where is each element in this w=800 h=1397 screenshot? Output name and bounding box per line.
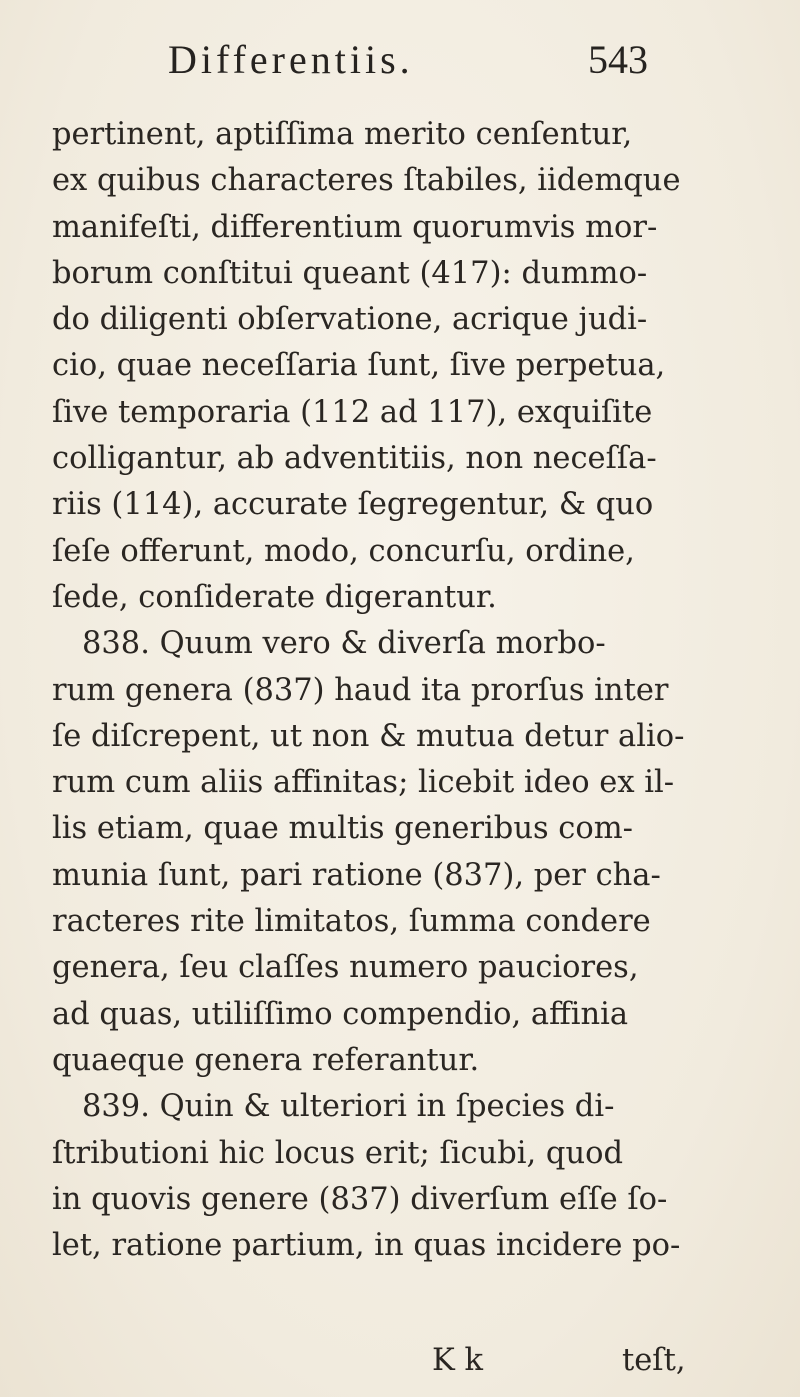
text-line: borum conſtitui queant (417): dummo-	[52, 255, 648, 291]
text-line: munia ſunt, pari ratione (837), per cha-	[52, 857, 661, 893]
text-line: colligantur, ab adventitiis, non neceſſa-	[52, 441, 657, 477]
paragraph-839-start: 839. Quin & ulteriori in ſpecies di-	[82, 1089, 615, 1125]
text-line: ad quas, utiliſſimo compendio, affinia	[52, 996, 629, 1032]
text-line: in quovis genere (837) diverſum eſſe ſo-	[52, 1181, 668, 1217]
page-header	[168, 30, 648, 90]
text-line: ſede, conſiderate digerantur.	[52, 579, 497, 615]
signature-mark: K k	[432, 1343, 483, 1378]
text-line: genera, ſeu claſſes numero pauciores,	[52, 950, 639, 986]
text-line: manifeſti, differentium quorumvis mor-	[52, 209, 658, 245]
text-line: racteres rite limitatos, ſumma condere	[52, 904, 651, 940]
text-line: rum genera (837) haud ita prorſus inter	[52, 672, 669, 708]
text-line: riis (114), accurate ſegregentur, & quo	[52, 487, 654, 523]
text-line: do diligenti obſervatione, acrique judi-	[52, 302, 648, 338]
text-line: cio, quae neceſſaria ſunt, ſive perpetua,	[52, 348, 666, 384]
page-footer	[52, 1338, 772, 1384]
text-line: rum cum aliis affinitas; licebit ideo ex il-	[52, 765, 675, 801]
text-line: ſeſe offerunt, modo, concurſu, ordine,	[52, 533, 635, 569]
paragraph-838-start: 838. Quum vero & diverſa morbo-	[82, 626, 606, 662]
body-text	[52, 112, 772, 1269]
text-line: ſtributioni hic locus erit; ſicubi, quod	[52, 1135, 623, 1171]
text-line: pertinent, aptiſſima merito cenſentur,	[52, 117, 633, 152]
text-line: ex quibus characteres ſtabiles, iidemque	[52, 163, 681, 199]
page-number: 543	[588, 37, 648, 82]
text-line: quaeque genera referantur.	[52, 1042, 480, 1078]
text-line: ſive temporaria (112 ad 117), exquiſite	[52, 394, 653, 430]
catchword: teſt,	[622, 1343, 686, 1378]
text-line: lis etiam, quae multis generibus com-	[52, 811, 633, 847]
running-head: Differentiis.	[168, 37, 414, 82]
text-line: ſe diſcrepent, ut non & mutua detur alio-	[52, 718, 685, 754]
text-line: let, ratione partium, in quas incidere po-	[52, 1228, 681, 1264]
